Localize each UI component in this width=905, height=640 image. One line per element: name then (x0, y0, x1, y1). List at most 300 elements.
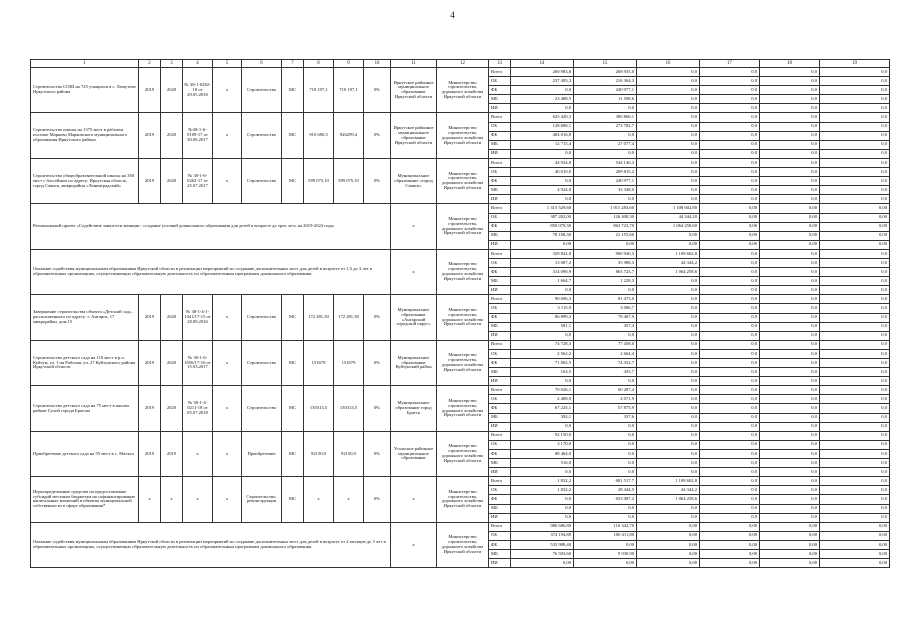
amount: 1 315 529,60 (511, 204, 574, 213)
amount: 78 407,9 (574, 313, 637, 322)
table-row (31, 113, 890, 122)
work-type: Строительство (242, 113, 282, 158)
amount: 0,00 (760, 559, 820, 568)
start-year: 2019 (139, 68, 161, 113)
document-ref: № 38-1-6-0262-17 от 25.07.2017 (183, 158, 213, 203)
amount: 1 832,2 (511, 486, 574, 495)
amount: 0,0 (820, 68, 890, 77)
responsible-ministry: Министерство строительства, дорожного хозяйства Иркутской области (437, 204, 489, 249)
amount: 0,0 (820, 95, 890, 104)
amount: 0,00 (760, 522, 820, 531)
funding-source: ОБ (489, 213, 511, 222)
amount: 273 782,7 (574, 122, 637, 131)
amount: 90 696,3 (511, 295, 574, 304)
funding-source: ФБ (489, 131, 511, 140)
amount: 0,00 (760, 240, 820, 249)
object-name: Строительство общеобразовательной школы на 350 мест с бассейном по адресу: Иркутская область, город Саянск, микрорайон «Ленинградский» (31, 158, 139, 203)
amount: 0,0 (760, 122, 820, 131)
amount: 0,00 (760, 549, 820, 558)
amount: 0,0 (574, 149, 637, 158)
amount: 2 664,4 (574, 349, 637, 358)
executor: х (391, 204, 437, 249)
amount: 653 087,2 (574, 495, 637, 504)
amount: 0,0 (820, 295, 890, 304)
table-row (31, 295, 890, 304)
amount: 0,0 (700, 386, 760, 395)
amount: 0,0 (820, 340, 890, 349)
amount: 0,0 (820, 440, 890, 449)
amount: 0,00 (820, 540, 890, 549)
capacity: 710 197,1 (304, 68, 334, 113)
amount: 0,0 (760, 413, 820, 422)
amount: 0,0 (820, 286, 890, 295)
amount: 0,00 (637, 240, 700, 249)
amount: 0,0 (511, 504, 574, 513)
funding-source: ИИ (489, 377, 511, 386)
amount: 850 079,30 (511, 222, 574, 231)
amount: 544 140,3 (574, 158, 637, 167)
amount: 0,0 (637, 331, 700, 340)
funding-source: ФБ (489, 86, 511, 95)
amount: 0,0 (760, 395, 820, 404)
amount: 0,0 (511, 331, 574, 340)
column-5: х (213, 431, 242, 476)
amount: 0,0 (760, 313, 820, 322)
funding-source: ОБ (489, 304, 511, 313)
amount: 237 495,3 (511, 77, 574, 86)
end-year: 2019 (161, 431, 183, 476)
amount: 300 860,1 (574, 113, 637, 122)
responsible-ministry: Министерство строительства, дорожного хозяйства Иркутской области (437, 158, 489, 203)
amount: 77 458,0 (574, 340, 637, 349)
amount: 0,0 (511, 422, 574, 431)
amount: 0,0 (700, 395, 760, 404)
responsible-ministry: Министерство строительства, дорожного хозяйства Иркутской области (437, 113, 489, 158)
amount: 0,0 (637, 140, 700, 149)
amount: 240 977,1 (574, 177, 637, 186)
amount: 0,0 (574, 504, 637, 513)
amount: 0,0 (700, 359, 760, 368)
amount: 0,0 (700, 68, 760, 77)
responsible-ministry: Министерство строительства, дорожного хозяйства Иркутской области (437, 431, 489, 476)
amount: 0,0 (820, 104, 890, 113)
funding-source: ОБ (489, 168, 511, 177)
funding-source: ИИ (489, 240, 511, 249)
estimated-cost: 130313,5 (334, 386, 364, 431)
amount: 0,0 (820, 368, 890, 377)
amount: 337,6 (574, 413, 637, 422)
amount: 0,0 (700, 340, 760, 349)
amount: 0,0 (760, 286, 820, 295)
amount: 0,00 (700, 240, 760, 249)
amount: 0,0 (760, 513, 820, 522)
amount: 0,0 (637, 131, 700, 140)
column-number-header: 4 (183, 60, 213, 68)
estimated-cost: 710 197,1 (334, 68, 364, 113)
work-type: Строительство, реконструкция (242, 477, 282, 522)
amount: 0,0 (637, 459, 700, 468)
amount: 0,0 (760, 177, 820, 186)
amount: 44 344,2 (637, 486, 700, 495)
amount: 1 664,7 (511, 277, 574, 286)
executor: х (391, 249, 437, 294)
table-row (31, 340, 890, 349)
amount: 0,0 (511, 513, 574, 522)
readiness-percent: 0% (364, 477, 391, 522)
amount: 0,00 (700, 559, 760, 568)
amount: 535 988,40 (511, 540, 574, 549)
amount: 1 108 602,8 (637, 249, 700, 258)
amount: 9 930,90 (574, 549, 637, 558)
amount: 0,0 (820, 186, 890, 195)
end-year: 2020 (161, 68, 183, 113)
amount: 0,0 (574, 131, 637, 140)
amount: 0,0 (820, 195, 890, 204)
column-number-header: 1 (31, 60, 139, 68)
column-number-header: 2 (139, 60, 161, 68)
amount: 863 723,7 (574, 268, 637, 277)
document-ref: № 38-1-6-1656/17-16 от 15.03.2017 (183, 340, 213, 385)
amount: 100 411,80 (574, 531, 637, 540)
event-name: Региональный проект «Содействие занятости женщин - создание условий дошкольного образования для детей в возрасте до трех лет» на 2019-2024 годы (31, 204, 391, 249)
table-row (31, 522, 890, 531)
amount: 0,0 (574, 513, 637, 522)
funding-source: ИИ (489, 149, 511, 158)
amount: 387 282,00 (511, 213, 574, 222)
amount: 0,0 (700, 468, 760, 477)
funding-source: МБ (489, 549, 511, 558)
executor: х (391, 477, 437, 522)
amount: 76 503,60 (511, 549, 574, 558)
estimated-cost: 151679 (334, 340, 364, 385)
amount: 0,0 (637, 404, 700, 413)
amount: 433,7 (574, 368, 637, 377)
amount: 0,0 (637, 359, 700, 368)
amount: 0,0 (700, 131, 760, 140)
amount: 0,00 (637, 540, 700, 549)
amount: 0,0 (760, 140, 820, 149)
amount: 0,00 (511, 240, 574, 249)
end-year: 2020 (161, 158, 183, 203)
funding-source: ИИ (489, 468, 511, 477)
document-ref: х (183, 431, 213, 476)
amount: 0,0 (760, 168, 820, 177)
amount: 0,00 (760, 204, 820, 213)
funding-source: МБ (489, 95, 511, 104)
amount: 457,4 (574, 322, 637, 331)
amount: 0,0 (637, 158, 700, 167)
funding-source: ИИ (489, 513, 511, 522)
funding-source: МБ (489, 459, 511, 468)
amount: 0,0 (637, 113, 700, 122)
funding-source: Всего (489, 68, 511, 77)
amount: 0,0 (700, 77, 760, 86)
capacity: 172 281,30 (304, 295, 334, 340)
amount: 0,00 (820, 549, 890, 558)
amount: 0,0 (820, 495, 890, 504)
event-name: Оказание содействия муниципальным образованиям Иркутской области в реализации мероприятий по созданию дополнительных мест для детей в возрасте от 1,5 до 3 лет в образовательных организациях, осуществляющих образовательную деятельность по образовательным программам дошкольного образования (31, 249, 391, 294)
end-year: 2020 (161, 386, 183, 431)
funding-source: Всего (489, 113, 511, 122)
estimated-cost: 92150,0 (334, 431, 364, 476)
amount: 1 832,2 (511, 477, 574, 486)
amount: 0,0 (700, 268, 760, 277)
amount: 0,0 (511, 286, 574, 295)
amount: 0,0 (760, 277, 820, 286)
amount: 3 006,7 (574, 304, 637, 313)
amount: 625 420,3 (511, 113, 574, 122)
amount: 0,0 (637, 513, 700, 522)
amount: 0,00 (574, 540, 637, 549)
amount: 0,00 (760, 540, 820, 549)
amount: 0,0 (700, 186, 760, 195)
amount: 0,00 (637, 531, 700, 540)
readiness-percent: 0% (364, 295, 391, 340)
capacity: 151679 (304, 340, 334, 385)
amount: 0,0 (637, 186, 700, 195)
amount: 0,0 (511, 86, 574, 95)
amount: 0,0 (637, 295, 700, 304)
funding-source: ОБ (489, 486, 511, 495)
amount: 0,0 (760, 331, 820, 340)
amount: 1 108 602,8 (637, 477, 700, 486)
amount: 0,0 (637, 449, 700, 458)
amount: 314 090,9 (511, 268, 574, 277)
amount: 0,0 (511, 149, 574, 158)
amount: 0,0 (820, 395, 890, 404)
amount: 12 715,4 (511, 140, 574, 149)
amount: 0,0 (700, 277, 760, 286)
column-number-header: 19 (820, 60, 890, 68)
amount: 0,0 (760, 468, 820, 477)
funding-source: ИИ (489, 104, 511, 113)
amount: 0,0 (511, 377, 574, 386)
start-year: 2019 (139, 295, 161, 340)
amount: 260 983,8 (511, 68, 574, 77)
amount: 0,0 (637, 77, 700, 86)
amount: 0,0 (820, 386, 890, 395)
amount: 0,0 (574, 431, 637, 440)
amount: 44 344,20 (637, 213, 700, 222)
amount: 0,0 (760, 295, 820, 304)
readiness-percent: 0% (364, 386, 391, 431)
column-5: х (213, 340, 242, 385)
column-number-header: 3 (161, 60, 183, 68)
amount: 268 935,0 (574, 68, 637, 77)
table-row (31, 386, 890, 395)
amount: 484 016,8 (511, 131, 574, 140)
amount: 0,0 (820, 77, 890, 86)
amount: 863 723,70 (574, 222, 637, 231)
amount: 0,0 (820, 377, 890, 386)
amount: 0,0 (820, 431, 890, 440)
amount: 0,00 (700, 222, 760, 231)
amount: 0,0 (760, 258, 820, 267)
amount: 216 364,3 (574, 77, 637, 86)
executor: х (391, 522, 437, 567)
amount: 88 464,0 (511, 449, 574, 458)
document-ref: х (183, 477, 213, 522)
amount: 163,5 (511, 368, 574, 377)
capacity: х (304, 477, 334, 522)
funding-source: МБ (489, 186, 511, 195)
table-row (31, 431, 890, 440)
funding-source: Всего (489, 431, 511, 440)
amount: 269 815,2 (574, 168, 637, 177)
amount: 0,0 (820, 504, 890, 513)
amount: 0,0 (760, 349, 820, 358)
budget-table (30, 59, 890, 568)
document-ref: № 38-1-4-0211-18 от 05.07.2018 (183, 386, 213, 431)
amount: 0,0 (700, 286, 760, 295)
table-row (31, 68, 890, 77)
amount: 0,0 (760, 377, 820, 386)
amount: 0,0 (511, 104, 574, 113)
column-number-header: 12 (437, 60, 489, 68)
amount: 28 444,5 (574, 486, 637, 495)
amount: 11 508,6 (574, 95, 637, 104)
column-number-header: 5 (213, 60, 242, 68)
amount: 0,0 (820, 86, 890, 95)
amount: 0,0 (700, 113, 760, 122)
column-number-header: 13 (489, 60, 511, 68)
amount: 0,0 (820, 277, 890, 286)
amount: 128 688,1 (511, 122, 574, 131)
amount: 0,0 (700, 504, 760, 513)
funding-source: Всего (489, 204, 511, 213)
amount: 74 728,3 (511, 340, 574, 349)
amount: 44 344,2 (637, 258, 700, 267)
responsible-ministry: Министерство строительства, дорожного хозяйства Иркутской области (437, 68, 489, 113)
funding-source: МБ (489, 231, 511, 240)
amount: 0,0 (700, 449, 760, 458)
amount: 0,0 (637, 195, 700, 204)
amount: 0,0 (760, 404, 820, 413)
amount: 0,0 (820, 359, 890, 368)
funding-source: ФБ (489, 222, 511, 231)
amount: 0,0 (700, 104, 760, 113)
amount: 0,0 (820, 331, 890, 340)
amount: 0,0 (637, 286, 700, 295)
amount: 0,0 (574, 422, 637, 431)
funding-source: ИИ (489, 422, 511, 431)
amount: 0,0 (700, 322, 760, 331)
funding-source: ИИ (489, 559, 511, 568)
amount: 0,0 (820, 168, 890, 177)
amount: 60 287,4 (574, 386, 637, 395)
amount: 0,0 (820, 422, 890, 431)
funding-source: Всего (489, 249, 511, 258)
amount: 1 228,3 (574, 277, 637, 286)
amount: 0,0 (700, 368, 760, 377)
table-row (31, 477, 890, 486)
amount: 0,0 (820, 249, 890, 258)
amount: 78 168,30 (511, 231, 574, 240)
amount: 0,0 (820, 404, 890, 413)
end-year: 2020 (161, 113, 183, 158)
amount: 0,0 (760, 186, 820, 195)
column-number-header: 6 (242, 60, 282, 68)
amount: 0,0 (700, 295, 760, 304)
amount: 0,0 (820, 113, 890, 122)
funding-source: ИИ (489, 195, 511, 204)
amount: 0,0 (760, 440, 820, 449)
amount: 0,0 (574, 440, 637, 449)
amount: 0,00 (820, 559, 890, 568)
amount: 2 071,9 (574, 395, 637, 404)
amount: 0,0 (637, 68, 700, 77)
amount: 0,0 (700, 86, 760, 95)
amount: 0,0 (820, 413, 890, 422)
estimated-cost: х (334, 477, 364, 522)
responsible-ministry: Министерство строительства, дорожного хозяйства Иркутской области (437, 386, 489, 431)
end-year: 2020 (161, 340, 183, 385)
amount: 0,0 (637, 149, 700, 158)
column-5: х (213, 477, 242, 522)
amount: 0,0 (637, 468, 700, 477)
amount: 0,0 (760, 340, 820, 349)
amount: 0,0 (760, 431, 820, 440)
amount: 0,0 (760, 422, 820, 431)
amount: 0,0 (637, 95, 700, 104)
amount: 0,0 (700, 413, 760, 422)
amount: 0,0 (637, 277, 700, 286)
column-number-header: 7 (282, 60, 304, 68)
amount: 0,0 (760, 77, 820, 86)
column-5: х (213, 158, 242, 203)
amount: 0,00 (760, 231, 820, 240)
amount: 0,00 (700, 549, 760, 558)
amount: 0,0 (637, 422, 700, 431)
capacity: 910 680,3 (304, 113, 334, 158)
amount: 1 108 602,80 (637, 204, 700, 213)
amount: 57 875,9 (574, 404, 637, 413)
work-type: Строительство (242, 158, 282, 203)
amount: 0,0 (574, 104, 637, 113)
amount: 0,0 (574, 195, 637, 204)
amount: 0,0 (700, 140, 760, 149)
amount: 0,00 (637, 549, 700, 558)
estimated-cost: 172 281,30 (334, 295, 364, 340)
object-name: Строительство школы на 1375 мест в рабочем поселке Марково Марковского муниципального образования Иркутского района (31, 113, 139, 158)
amount: 0,00 (820, 204, 890, 213)
amount: 0,00 (700, 522, 760, 531)
amount: 3 115,9 (511, 304, 574, 313)
amount: 40 010,0 (511, 168, 574, 177)
amount: 23 488,5 (511, 95, 574, 104)
amount: 0,0 (574, 468, 637, 477)
amount: 0,0 (820, 258, 890, 267)
amount: 0,0 (820, 304, 890, 313)
column-5: х (213, 68, 242, 113)
amount: 0,0 (760, 68, 820, 77)
amount: 2 562,2 (511, 349, 574, 358)
amount: 0,0 (700, 258, 760, 267)
funding-source: ФБ (489, 404, 511, 413)
end-year: 2020 (161, 295, 183, 340)
amount: 71 002,5 (511, 359, 574, 368)
amount: 0,0 (700, 149, 760, 158)
amount: 0,00 (574, 240, 637, 249)
amount: 0,0 (820, 131, 890, 140)
document-ref: №38-1-6-0109-17 от 30.06.2017 (183, 113, 213, 158)
amount: 0,0 (511, 468, 574, 477)
amount: 0,0 (700, 95, 760, 104)
amount: 986 686,80 (511, 522, 574, 531)
funding-source: ФБ (489, 449, 511, 458)
amount: 35 988,3 (574, 258, 637, 267)
amount: 21 155,60 (574, 231, 637, 240)
